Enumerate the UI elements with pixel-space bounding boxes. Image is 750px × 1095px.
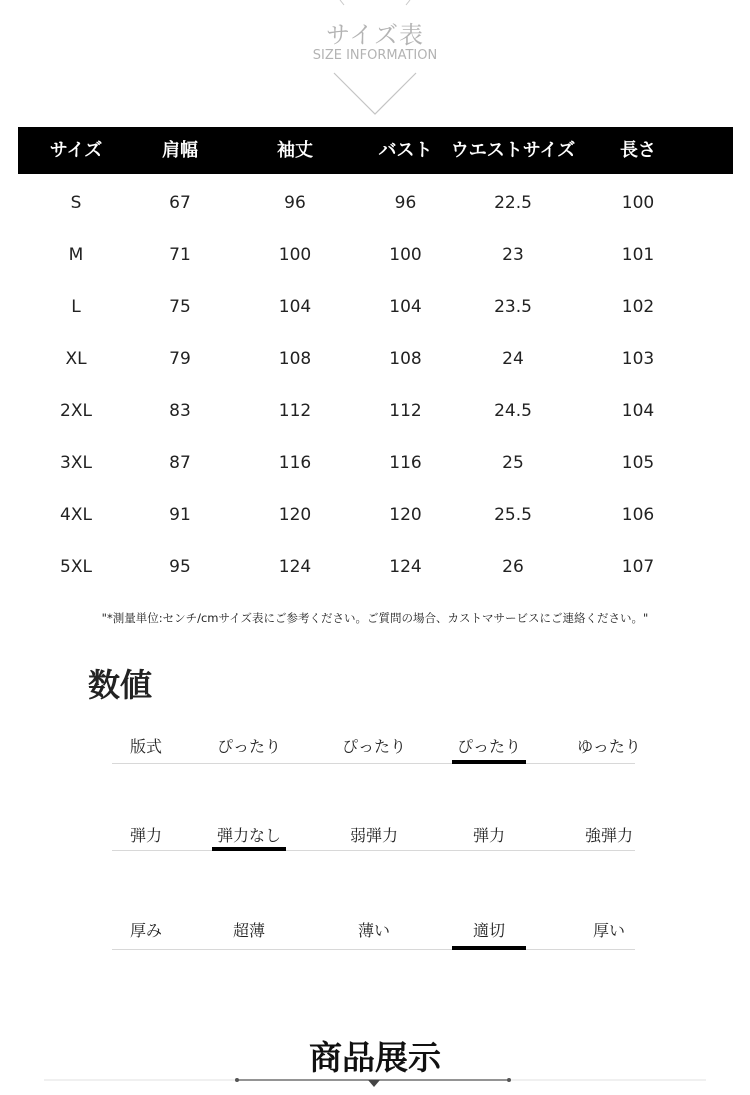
table-cell: 3XL [60, 453, 92, 473]
table-cell: 104 [389, 297, 422, 317]
attribute-divider [112, 763, 635, 764]
table-cell: 75 [169, 297, 191, 317]
table-cell: 26 [502, 557, 524, 577]
table-cell: M [68, 245, 84, 265]
attribute-divider [112, 850, 635, 851]
table-cell: 100 [621, 193, 655, 213]
attribute-option: ぴったり [216, 737, 281, 756]
table-cell: 105 [621, 453, 655, 473]
table-cell: 23 [502, 245, 524, 265]
table-cell: 24.5 [494, 401, 532, 421]
table-cell: 106 [621, 505, 655, 525]
size-title: サイズ表 [325, 21, 425, 49]
table-cell: 4XL [60, 505, 92, 525]
table-cell: 112 [389, 401, 422, 421]
table-cell: 25.5 [494, 505, 532, 525]
table-row [18, 333, 733, 385]
table-row [18, 437, 733, 489]
table-cell: 124 [278, 557, 312, 577]
size-subtitle: SIZE INFORMATION [312, 48, 438, 63]
selected-indicator [452, 760, 526, 764]
table-cell: 5XL [60, 557, 92, 577]
table-cell: S [70, 193, 82, 213]
measurement-note: "*測量単位:センチ/cmサイズ表にご参考ください。ご質問の場合、カストマサービスにご連絡ください。" [101, 611, 649, 625]
table-cell: 96 [394, 193, 417, 213]
attribute-option: ぴったり [456, 737, 521, 756]
attribute-option: 弾力 [472, 826, 505, 845]
table-cell: 71 [169, 245, 191, 265]
table-cell: 2XL [60, 401, 92, 421]
column-header: 肩幅 [162, 140, 198, 161]
table-cell: 102 [621, 297, 655, 317]
table-cell: 91 [169, 505, 191, 525]
selected-indicator [212, 847, 286, 851]
table-cell: 101 [621, 245, 655, 265]
table-cell: 23.5 [494, 297, 532, 317]
product-display-title: 商品展示 [309, 1038, 441, 1077]
attribute-option: 強弾力 [584, 826, 633, 845]
attribute-divider [112, 949, 635, 950]
table-cell: 104 [278, 297, 312, 317]
table-cell: 108 [278, 349, 312, 369]
table-row [18, 229, 733, 281]
attribute-option: 超薄 [232, 921, 265, 940]
selected-indicator [452, 946, 526, 950]
table-cell: 116 [389, 453, 422, 473]
chevron-down-icon [333, 72, 417, 116]
table-cell: 120 [389, 505, 422, 525]
table-row [18, 385, 733, 437]
table-cell: 87 [169, 453, 191, 473]
table-cell: 100 [389, 245, 422, 265]
column-header: 袖丈 [277, 140, 313, 161]
attribute-option: 弱弾力 [349, 826, 398, 845]
attribute-option: 厚い [592, 921, 625, 940]
attribute-label: 弾力 [129, 826, 162, 845]
table-row [18, 281, 733, 333]
table-cell: L [71, 297, 81, 317]
table-row [18, 177, 733, 229]
attribute-option: 弾力なし [216, 826, 281, 845]
table-cell: 67 [169, 193, 191, 213]
attribute-label: 厚み [129, 921, 162, 940]
attribute-label: 版式 [129, 737, 162, 756]
table-cell: 24 [502, 349, 524, 369]
column-header: サイズ [49, 140, 103, 161]
table-row [18, 489, 733, 541]
table-row [18, 541, 733, 593]
table-cell: 112 [278, 401, 312, 421]
table-cell: 100 [278, 245, 312, 265]
table-cell: 22.5 [494, 193, 532, 213]
attribute-option: 適切 [472, 921, 505, 940]
table-cell: 108 [389, 349, 422, 369]
attribute-option: ぴったり [341, 737, 406, 756]
table-cell: 96 [284, 193, 306, 213]
column-header: ウエストサイズ [450, 140, 576, 161]
attribute-option: 薄い [357, 921, 390, 940]
table-cell: 79 [169, 349, 191, 369]
values-title: 数値 [88, 666, 153, 704]
column-header: 長さ [620, 140, 656, 161]
table-cell: 95 [169, 557, 191, 577]
table-cell: 120 [278, 505, 312, 525]
size-table-header [18, 127, 733, 174]
table-cell: 107 [621, 557, 655, 577]
attribute-option: ゆったり [577, 737, 641, 756]
column-header: バスト [378, 140, 433, 161]
table-cell: 83 [169, 401, 191, 421]
title-divider [44, 1074, 706, 1090]
table-cell: 116 [278, 453, 312, 473]
table-cell: 25 [502, 453, 524, 473]
table-cell: 103 [621, 349, 655, 369]
table-cell: XL [65, 349, 87, 369]
table-cell: 124 [389, 557, 422, 577]
table-cell: 104 [621, 401, 655, 421]
top-decoration [330, 0, 420, 6]
